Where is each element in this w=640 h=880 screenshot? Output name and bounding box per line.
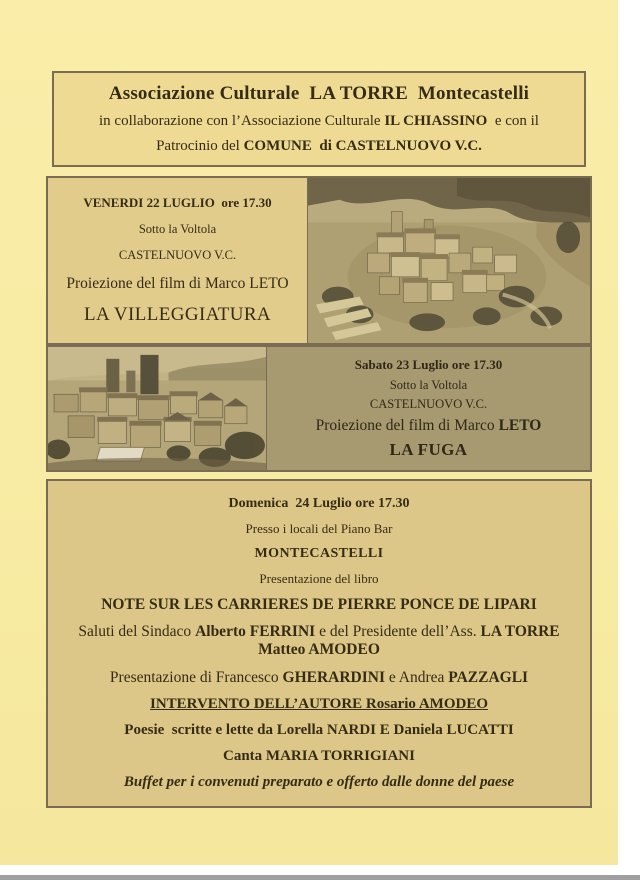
sunday-date: Domenica 24 Luglio ore 17.30 [228, 496, 410, 512]
event-friday-box [46, 176, 592, 345]
friday-film-line: Proiezione del film di Marco LETO [66, 274, 289, 292]
event-saturday-details [267, 347, 590, 470]
sunday-book-title: NOTE SUR LES CARRIERES DE PIERRE PONCE DE LIPARI [101, 596, 537, 614]
collaboration-line: in collaborazione con l’Associazione Culturale IL CHIASSINO e con il [99, 113, 539, 129]
sunday-author-line: INTERVENTO DELL’AUTORE Rosario AMODEO [149, 695, 488, 712]
scanner-edge-line [0, 875, 640, 880]
sunday-poetry-line: Poesie scritte e lette da Lorella NARDI E Daniela LUCATTI [124, 721, 514, 738]
saturday-film-title: LA FUGA [389, 440, 468, 460]
friday-date: VENERDI 22 LUGLIO ore 17.30 [83, 195, 272, 211]
patronage-line: Patrocinio del COMUNE di CASTELNUOVO V.C. [156, 138, 482, 154]
sunday-singer-line: Canta MARIA TORRIGIANI [223, 747, 415, 764]
saturday-venue: Sotto la Voltola [389, 377, 468, 392]
friday-film-title: LA VILLEGGIATURA [83, 303, 272, 325]
association-title: Associazione Culturale LA TORRE Montecastelli [108, 83, 530, 104]
sunday-intro: Presentazione del libro [259, 571, 379, 587]
sunday-buffet-line: Buffet per i convenuti preparato e offerto dalle donne del paese [123, 773, 515, 790]
header-box [52, 71, 586, 167]
event-saturday-box [46, 345, 592, 472]
saturday-date: Sabato 23 Luglio ore 17.30 [354, 356, 503, 372]
friday-venue: Sotto la Voltola [138, 222, 217, 237]
saturday-film-line: Proiezione del film di Marco LETO [315, 417, 542, 435]
sunday-greetings: Saluti del Sindaco Alberto FERRINI e del Presidente dell’Ass. LA TORRE Matteo AMODEO [78, 623, 564, 659]
event-friday-details [48, 178, 307, 343]
village-aerial-photo [307, 178, 590, 343]
saturday-town: CASTELNUOVO V.C. [369, 397, 488, 412]
sunday-place: MONTECASTELLI [254, 546, 384, 562]
village-rooftops-photo [48, 347, 267, 470]
friday-town: CASTELNUOVO V.C. [118, 248, 237, 263]
event-sunday-box [46, 479, 592, 808]
sunday-venue: Presso i locali del Piano Bar [245, 521, 393, 537]
sunday-presentation: Presentazione di Francesco GHERARDINI e Andrea PAZZAGLI [109, 668, 529, 686]
village-rooftops-illustration [48, 347, 266, 470]
village-aerial-illustration [308, 178, 590, 343]
